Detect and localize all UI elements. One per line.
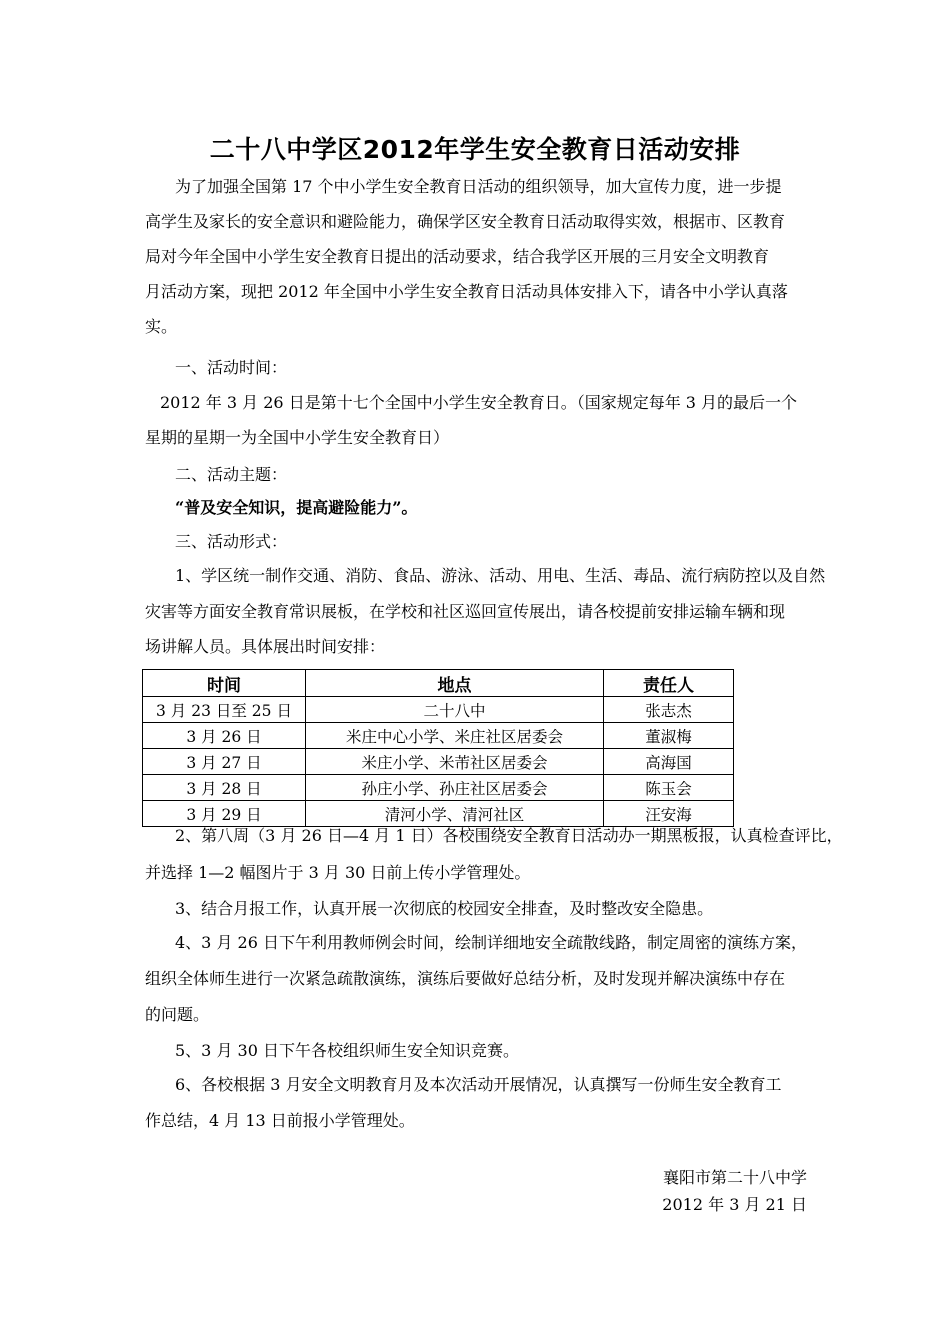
cell-person: 董淑梅: [604, 723, 734, 749]
item4-line: 4、3 月 26 日下午利用教师例会时间，绘制详细地安全疏散线路，制定周密的演练方案，: [175, 933, 807, 952]
cell-location: 清河小学、清河社区: [306, 801, 604, 827]
section3-item1-line: 场讲解人员。具体展出时间安排：: [145, 637, 386, 656]
header-location: 地点: [306, 670, 604, 697]
signature-org: 襄阳市第二十八中学: [662, 1168, 807, 1187]
cell-time: 3 月 28 日: [143, 775, 306, 801]
item4-line: 组织全体师生进行一次紧急疏散演练，演练后要做好总结分析，及时发现并解决演练中存在: [145, 969, 786, 988]
header-person: 责任人: [604, 670, 734, 697]
cell-location: 米庄中心小学、米庄社区居委会: [306, 723, 604, 749]
section3-item1-line: 灾害等方面安全教育常识展板，在学校和社区巡回宣传展出，请各校提前安排运输车辆和现: [145, 602, 786, 621]
section1-line: 星期的星期一为全国中小学生安全教育日）: [145, 428, 450, 447]
signature-date: 2012 年 3 月 21 日: [662, 1195, 807, 1214]
intro-line: 高学生及家长的安全意识和避险能力，确保学区安全教育日活动取得实效，根据市、区教育: [145, 212, 786, 231]
section3-item1-line: 1、学区统一制作交通、消防、食品、游泳、活动、用电、生活、毒品、流行病防控以及自然: [175, 566, 826, 585]
section3-heading: 三、活动形式：: [175, 532, 288, 551]
cell-person: 陈玉会: [604, 775, 734, 801]
activity-theme: “普及安全知识，提高避险能力”。: [175, 498, 418, 517]
header-time: 时间: [143, 670, 306, 697]
section1-heading: 一、活动时间：: [175, 358, 288, 377]
cell-person: 高海国: [604, 749, 734, 775]
item5: 5、3 月 30 日下午各校组织师生安全知识竞赛。: [175, 1041, 519, 1060]
table-row: [143, 801, 734, 827]
table-row: [143, 723, 734, 749]
cell-time: 3 月 26 日: [143, 723, 306, 749]
intro-line: 局对今年全国中小学生安全教育日提出的活动要求，结合我学区开展的三月安全文明教育: [145, 247, 770, 266]
cell-location: 米庄小学、米芾社区居委会: [306, 749, 604, 775]
table-row: [143, 749, 734, 775]
intro-line: 为了加强全国第 17 个中小学生安全教育日活动的组织领导，加大宣传力度，进一步提: [175, 177, 782, 196]
cell-location: 孙庄小学、孙庄社区居委会: [306, 775, 604, 801]
cell-location: 二十八中: [306, 697, 604, 723]
item4-line: 的问题。: [145, 1005, 210, 1024]
cell-time: 3 月 27 日: [143, 749, 306, 775]
cell-time: 3 月 23 日至 25 日: [143, 697, 306, 723]
table-row: [143, 775, 734, 801]
schedule-table: [142, 669, 734, 827]
table-row: [143, 697, 734, 723]
section2-heading: 二、活动主题：: [175, 465, 288, 484]
item3: 3、结合月报工作，认真开展一次彻底的校园安全排查，及时整改安全隐患。: [175, 899, 714, 918]
document-title: 二十八中学区2012年学生安全教育日活动安排: [209, 135, 741, 164]
section1-line: 2012 年 3 月 26 日是第十七个全国中小学生安全教育日。（国家规定每年 3 月的最后一个: [160, 393, 798, 412]
item6-line: 6、各校根据 3 月安全文明教育月及本次活动开展情况，认真撰写一份师生安全教育工: [175, 1075, 782, 1094]
intro-line: 实。: [145, 317, 178, 336]
item2-line: 2、第八周（3 月 26 日—4 月 1 日）各校围绕安全教育日活动办一期黑板报，认真检查评比，: [175, 826, 843, 845]
intro-line: 月活动方案，现把 2012 年全国中小学生安全教育日活动具体安排入下，请各中小学认真落: [145, 282, 788, 301]
item6-line: 作总结，4 月 13 日前报小学管理处。: [145, 1111, 415, 1130]
cell-person: 张志杰: [604, 697, 734, 723]
table-header-row: [143, 670, 734, 697]
cell-time: 3 月 29 日: [143, 801, 306, 827]
item2-line: 并选择 1—2 幅图片于 3 月 30 日前上传小学管理处。: [145, 863, 531, 882]
cell-person: 汪安海: [604, 801, 734, 827]
